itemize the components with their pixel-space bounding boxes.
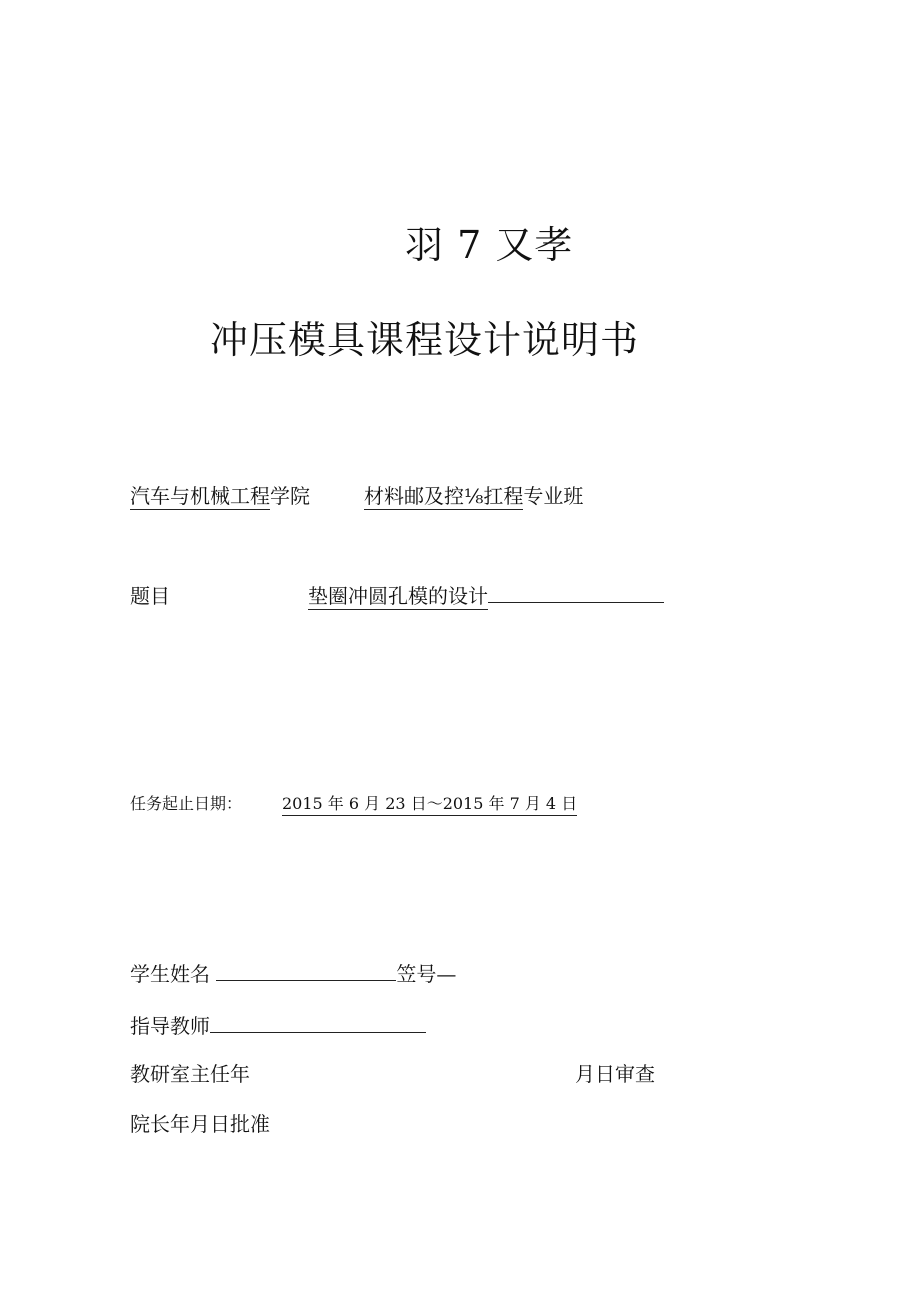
major-line: [364, 480, 583, 509]
review-label: 月日审查: [575, 1062, 655, 1086]
student-name-label: 学生姓名: [130, 962, 210, 986]
student-name-blank: [216, 979, 396, 981]
college-name: 汽车与机械工程: [130, 484, 270, 508]
topic-blank: [488, 601, 664, 603]
major-suffix: 专业班: [523, 484, 584, 508]
student-id-label: 笠号—: [396, 962, 457, 986]
advisor-line: [130, 1010, 426, 1039]
topic-line: [308, 580, 664, 609]
dean-label: 院长年月日批准: [130, 1112, 270, 1136]
major-name: 材料邮及控⅛扛程: [364, 484, 524, 508]
document-title: 冲压模具课程设计说明书: [210, 318, 640, 362]
dates-label: 任务起止日期：: [130, 794, 243, 813]
school-mark: 羽 7 又孝: [405, 223, 574, 267]
topic-value: 垫圈冲圆孔模的设计: [308, 584, 488, 608]
director-label: 教研室主任年: [130, 1062, 250, 1086]
advisor-blank: [210, 1031, 426, 1033]
topic-label: 题目: [130, 584, 170, 608]
college-line: [130, 480, 310, 509]
dates-value: 2015 年 6 月 23 日～2015 年 7 月 4 日: [282, 791, 577, 816]
college-suffix: 学院: [270, 484, 310, 508]
advisor-label: 指导教师: [130, 1014, 210, 1038]
student-line: [130, 958, 456, 987]
